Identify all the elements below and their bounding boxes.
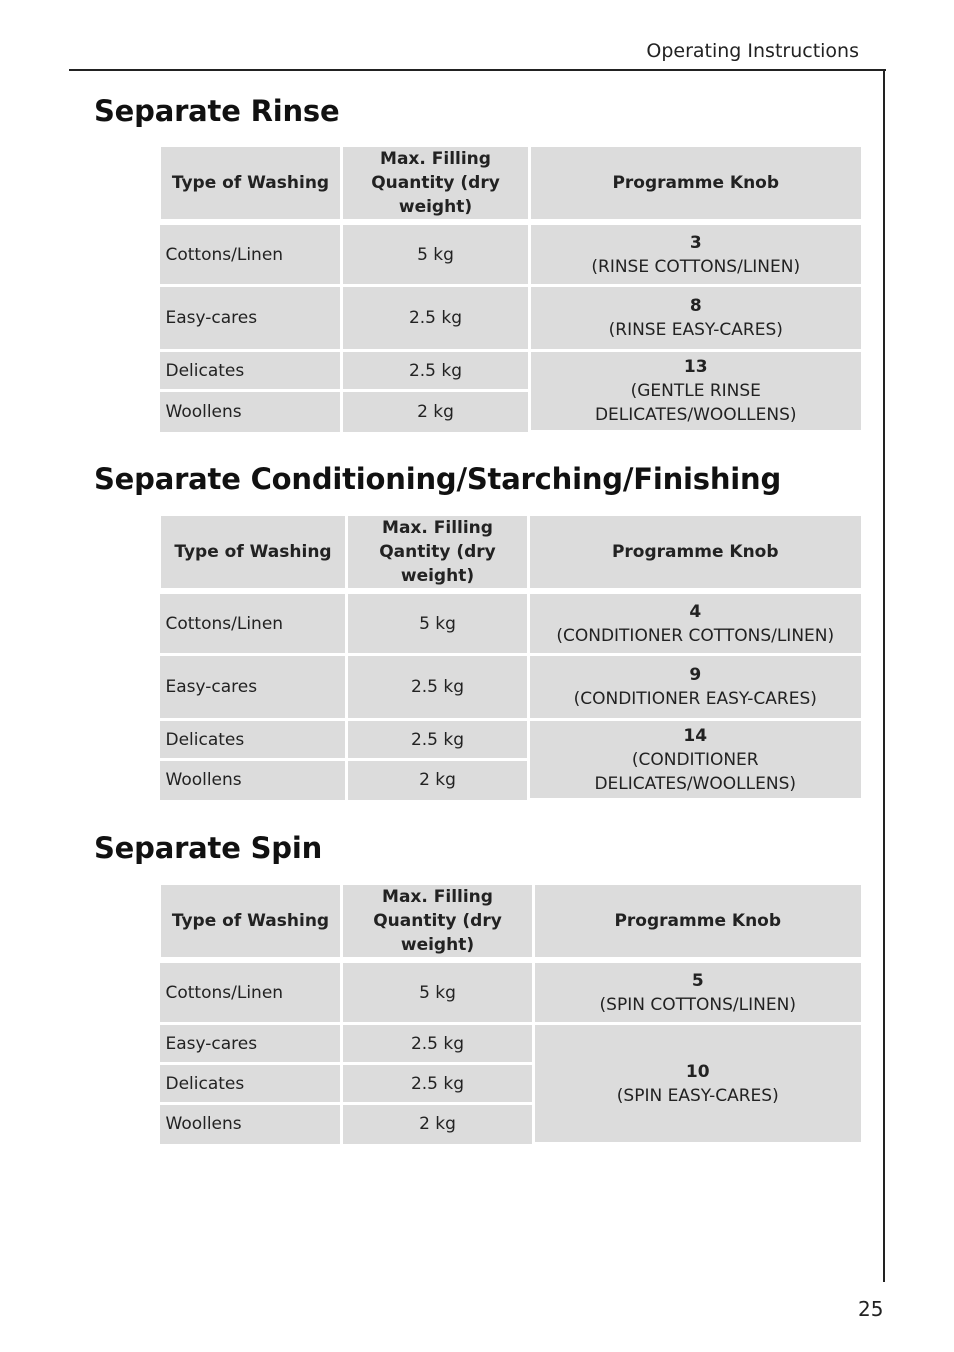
type-cell: Easy-cares xyxy=(160,1024,342,1064)
col-header-type: Type of Washing xyxy=(160,885,342,959)
table-row xyxy=(160,655,861,720)
table-row xyxy=(160,593,861,655)
knob-program-name: (SPIN COTTONS/LINEN) xyxy=(599,994,796,1015)
type-cell: Cottons/Linen xyxy=(160,962,342,1024)
table-row xyxy=(160,224,861,286)
knob-cell xyxy=(529,655,861,720)
type-cell: Woollens xyxy=(160,1104,342,1144)
quantity-cell: 2.5 kg xyxy=(347,720,529,760)
knob-cell xyxy=(534,962,861,1024)
header-rule xyxy=(69,69,886,71)
knob-cell xyxy=(530,351,861,432)
knob-number: 4 xyxy=(689,601,702,622)
knob-program-name: (CONDITIONER DELICATES/WOOLLENS) xyxy=(594,749,797,794)
table-row xyxy=(160,720,861,760)
col-header-knob: Programme Knob xyxy=(534,885,861,959)
knob-program-name: (CONDITIONER COTTONS/LINEN) xyxy=(556,625,835,646)
knob-cell xyxy=(529,720,861,800)
knob-number: 10 xyxy=(685,1061,710,1082)
rinse-table xyxy=(158,147,861,433)
type-cell: Delicates xyxy=(160,351,342,391)
section-title-spin: Separate Spin xyxy=(94,831,323,865)
quantity-cell: 2.5 kg xyxy=(342,286,530,351)
table-row xyxy=(160,286,861,351)
table-row xyxy=(160,962,861,1024)
type-cell: Woollens xyxy=(160,760,347,800)
quantity-cell: 2.5 kg xyxy=(342,1064,534,1104)
type-cell: Delicates xyxy=(160,720,347,760)
col-header-knob: Programme Knob xyxy=(530,147,861,221)
knob-cell xyxy=(529,593,861,655)
section-title-rinse: Separate Rinse xyxy=(94,94,340,128)
quantity-cell: 2.5 kg xyxy=(342,1024,534,1064)
knob-cell xyxy=(530,224,861,286)
col-header-knob: Programme Knob xyxy=(529,516,861,590)
quantity-cell: 2.5 kg xyxy=(342,351,530,391)
knob-program-name: (GENTLE RINSE DELICATES/WOOLLENS) xyxy=(594,381,797,425)
col-header-quantity: Max. Filling Quantity (dry weight) xyxy=(342,147,530,221)
knob-number: 14 xyxy=(683,725,708,746)
type-cell: Delicates xyxy=(160,1064,342,1104)
knob-cell xyxy=(534,1024,861,1144)
knob-number: 8 xyxy=(689,296,702,316)
knob-number: 9 xyxy=(689,665,702,685)
col-header-type: Type of Washing xyxy=(160,147,342,221)
spin-table xyxy=(158,885,861,1145)
running-header: Operating Instructions xyxy=(646,40,859,62)
knob-program-name: (SPIN EASY-CARES) xyxy=(616,1085,779,1106)
knob-number: 13 xyxy=(683,357,708,377)
quantity-cell: 2 kg xyxy=(342,391,530,432)
type-cell: Woollens xyxy=(160,391,342,432)
page-number: 25 xyxy=(858,1297,884,1321)
quantity-cell: 2.5 kg xyxy=(347,655,529,720)
knob-program-name: (RINSE COTTONS/LINEN) xyxy=(591,256,801,277)
quantity-cell: 2 kg xyxy=(347,760,529,800)
type-cell: Cottons/Linen xyxy=(160,593,347,655)
margin-rule xyxy=(883,69,885,1282)
quantity-cell: 2 kg xyxy=(342,1104,534,1144)
quantity-cell: 5 kg xyxy=(342,962,534,1024)
type-cell: Easy-cares xyxy=(160,286,342,351)
quantity-cell: 5 kg xyxy=(347,593,529,655)
col-header-quantity: Max. Filling Quantity (dry weight) xyxy=(342,885,534,959)
knob-number: 3 xyxy=(689,232,702,253)
table-row xyxy=(160,351,861,391)
conditioning-table xyxy=(158,516,861,801)
quantity-cell: 5 kg xyxy=(342,224,530,286)
knob-number: 5 xyxy=(691,970,704,991)
type-cell: Easy-cares xyxy=(160,655,347,720)
section-title-conditioning: Separate Conditioning/Starching/Finishing xyxy=(94,462,782,496)
type-cell: Cottons/Linen xyxy=(160,224,342,286)
col-header-quantity: Max. Filling Qantity (dry weight) xyxy=(347,516,529,590)
table-row xyxy=(160,1024,861,1064)
knob-cell xyxy=(530,286,861,351)
knob-program-name: (RINSE EASY-CARES) xyxy=(608,320,783,340)
col-header-type: Type of Washing xyxy=(160,516,347,590)
knob-program-name: (CONDITIONER EASY-CARES) xyxy=(573,689,817,709)
